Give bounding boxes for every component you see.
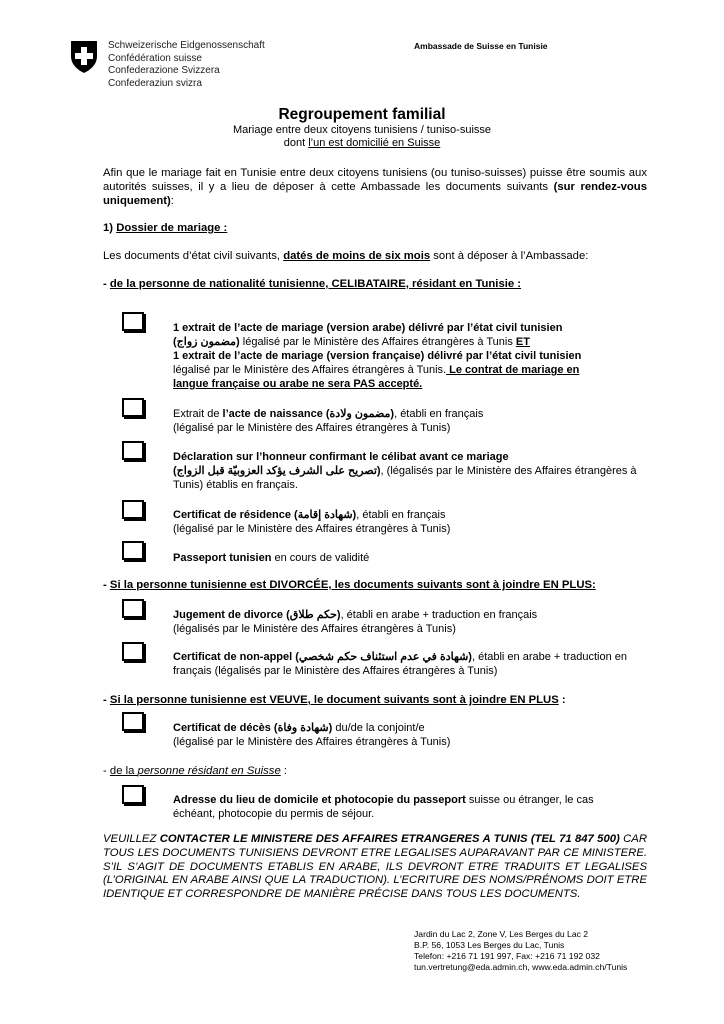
item8-line2: (légalisé par le Ministère des Affaires étrangères à Tunis) (173, 736, 451, 748)
item7-line2: français (légalisés par le Ministère des Affaires étrangères à Tunis) (173, 665, 498, 677)
item7-arabic: (شهادة في عدم استئناف حكم شخصي) (292, 651, 472, 663)
name-it: Confederazione Svizzera (108, 65, 220, 76)
checkbox-item-5 (122, 541, 144, 560)
name-fr: Confédération suisse (108, 52, 202, 64)
item6-arabic: (حكم طلاق) (283, 609, 341, 621)
item7-line1 (173, 650, 653, 664)
confederation-names (108, 40, 265, 90)
item1-line4-pre: légalisé par le Ministère des Affaires étrangères à Tunis. (173, 364, 447, 376)
checkbox-item-9 (122, 785, 144, 804)
item3-line2 (173, 464, 653, 478)
item6-line2: (légalisés par le Ministère des Affaires étrangères à Tunis) (173, 623, 456, 635)
heading-resident-suisse (103, 764, 663, 778)
item-acte-mariage (173, 321, 653, 391)
embassy-name: Ambassade de Suisse en Tunisie (414, 41, 548, 51)
notice-pre: VEUILLEZ (103, 833, 160, 845)
heading-resident-italic: personne résidant en Suisse (137, 765, 281, 777)
item2-line1 (173, 407, 653, 421)
heading-divorcee-text: Si la personne tunisienne est DIVORCÉE, les documents suivants sont à joindre EN PLUS: (109, 579, 596, 591)
item4-line1 (173, 508, 653, 522)
item-jugement-divorce (173, 608, 653, 636)
item1-line5: langue française ou arabe ne sera PAS accepté. (173, 378, 423, 390)
item9-line2: échéant, photocopie du permis de séjour. (173, 808, 375, 820)
item3-line1: Déclaration sur l’honneur confirmant le célibat avant ce mariage (173, 451, 509, 463)
intro-text: Afin que le mariage fait en Tunisie entre deux citoyens tunisiens (ou tuniso-suisses) puisse être soumis aux autorités suisses, il y a lieu de déposer à cette Ambassade les documents suivants (103, 167, 647, 193)
item8-arabic: (شهادة وفاة) (270, 722, 333, 734)
intro-end: : (170, 195, 174, 207)
item-acte-naissance (173, 407, 653, 435)
footer-line-2: B.P. 56, 1053 Les Berges du Lac, Tunis (414, 940, 565, 950)
footer-line-3: Telefon: +216 71 191 997, Fax: +216 71 192 032 (414, 951, 600, 961)
item9-post: suisse ou étranger, le cas (465, 794, 594, 806)
heading-divorcee (103, 578, 663, 592)
checkbox-item-2 (122, 398, 144, 417)
item6-bold: Jugement de divorce (173, 609, 284, 621)
heading-celibataire (103, 277, 663, 291)
docs-intro-bold: datés de moins de six mois (283, 250, 431, 262)
item1-line4 (173, 363, 653, 377)
item1-line2-text: légalisé par le Ministère des Affaires étrangères à Tunis (239, 336, 516, 348)
item-passeport (173, 551, 653, 565)
section-1-number: 1) (103, 222, 117, 234)
item2-bold: l’acte de naissance (222, 408, 323, 420)
item1-line3: 1 extrait de l’acte de mariage (version française) délivré par l’état civil tunisien (173, 350, 582, 362)
item5-post: en cours de validité (271, 552, 370, 564)
checkbox-item-6 (122, 599, 144, 618)
checkbox-item-3 (122, 441, 144, 460)
notice-rest: CAR TOUS LES DOCUMENTS TUNISIENS DEVRONT ETRE LEGALISES AUPARAVANT PAR CE MINISTERE. S’IL S’AGIT DE DOCUMENTS ETABLIS EN ARABE, ILS DEVRONT ETRE TRADUITS ET LEGALISES (L’ORIGINAL EN ARABE AINSI QUE LA TRADUCTION). L’ECRITURE DES NOMS/PRÉNOMS DOIT ETRE IDENTIQUE ET CORRESPONDRE DE MANIÈRE PRÉCISE DANS TOUS LES DOCUMENTS. (103, 833, 647, 901)
notice-bold: CONTACTER LE MINISTERE DES AFFAIRES ETRANGERES A TUNIS (TEL 71 847 500) (159, 833, 620, 845)
item8-post: du/de la conjoint/e (332, 722, 425, 734)
footer-line-1: Jardin du Lac 2, Zone V, Les Berges du Lac 2 (414, 929, 589, 939)
heading-veuve-dash: - (103, 694, 110, 706)
docs-intro-post: sont à déposer à l’Ambassade: (430, 250, 589, 262)
item3-line3: Tunis) établis en français. (173, 479, 298, 491)
documents-intro (103, 249, 663, 263)
item2-pre: Extrait de (173, 408, 223, 420)
item9-bold: Adresse du lieu de domicile et photocopie du passeport (173, 794, 466, 806)
item6-line1 (173, 608, 653, 622)
item5-bold: Passeport tunisien (173, 552, 272, 564)
legalisation-notice (103, 833, 647, 902)
item-certificat-residence (173, 508, 653, 536)
item8-line1 (173, 721, 653, 735)
item9-line1 (173, 793, 653, 807)
subtitle-line2-underlined: l’un est domicilié en Suisse (308, 137, 441, 149)
item1-line4-bold: Le contrat de mariage en (446, 364, 580, 376)
item-adresse-domicile (173, 793, 653, 821)
item8-bold: Certificat de décès (173, 722, 271, 734)
item-declaration-honneur (173, 450, 653, 492)
item6-post: , établi en arabe + traduction en français (340, 609, 538, 621)
item1-line1: 1 extrait de l’acte de mariage (version arabe) délivré par l’état civil tunisien (173, 322, 563, 334)
docs-intro-pre: Les documents d’état civil suivants, (103, 250, 284, 262)
name-rm: Confederaziun svizra (108, 77, 202, 89)
subtitle-line2 (0, 137, 724, 150)
item3-post: , (légalisés par le Ministère des Affaires étrangères à (380, 465, 637, 477)
subtitle-line1: Mariage entre deux citoyens tunisiens / tuniso-suisse (232, 124, 492, 136)
heading-divorcee-dash: - (103, 579, 110, 591)
section-1-heading (103, 221, 227, 235)
page-title: Regroupement familial (278, 106, 446, 123)
swiss-coat-of-arms-logo (70, 40, 98, 74)
heading-celibataire-text: de la personne de nationalité tunisienne, CELIBATAIRE, résidant en Tunisie : (109, 278, 522, 290)
item2-line2: (légalisé par le Ministère des Affaires étrangères à Tunis) (173, 422, 451, 434)
heading-dash: - (103, 278, 110, 290)
checkbox-item-8 (122, 712, 144, 731)
item1-et: ET (515, 336, 530, 348)
item7-post: , établi en arabe + traduction en (471, 651, 627, 663)
checkbox-item-4 (122, 500, 144, 519)
heading-resident-u: de la (109, 765, 138, 777)
item4-arabic: (شهادة إقامة) (291, 509, 357, 521)
heading-veuve (103, 693, 663, 707)
item2-post: , établi en français (394, 408, 484, 420)
item3-arabic: (تصريح على الشرف يؤكد العزوبيّة قبل الزواج) (173, 465, 381, 477)
item4-line2: (légalisé par le Ministère des Affaires étrangères à Tunis) (173, 523, 451, 535)
heading-veuve-text: Si la personne tunisienne est VEUVE, le document suivants sont à joindre EN PLUS (109, 694, 559, 706)
checkbox-item-7 (122, 642, 144, 661)
item7-bold: Certificat de non-appel (173, 651, 293, 663)
intro-paragraph (103, 166, 647, 208)
heading-resident-end: : (280, 765, 288, 777)
heading-veuve-end: : (558, 694, 566, 706)
section-1-label: Dossier de mariage : (116, 222, 228, 234)
item-certificat-deces (173, 721, 653, 749)
item1-line2 (173, 335, 653, 349)
name-de: Schweizerische Eidgenossenschaft (108, 40, 265, 51)
checkbox-item-1 (122, 312, 144, 331)
heading-resident-dash: - (103, 765, 110, 777)
footer-address (414, 929, 627, 973)
item1-arabic: (مضمون زواج) (173, 336, 240, 348)
item2-arabic: (مضمون ولادة) (322, 408, 395, 420)
item4-post: , établi en français (356, 509, 446, 521)
intro-appointment: (sur rendez-vous uniquement) (103, 181, 647, 207)
footer-line-4: tun.vertretung@eda.admin.ch, www.eda.admin.ch/Tunis (414, 962, 628, 972)
subtitle-line2-pre: dont (283, 137, 309, 149)
subtitle (0, 124, 724, 150)
item4-bold: Certificat de résidence (173, 509, 291, 521)
item-certificat-non-appel (173, 650, 653, 678)
